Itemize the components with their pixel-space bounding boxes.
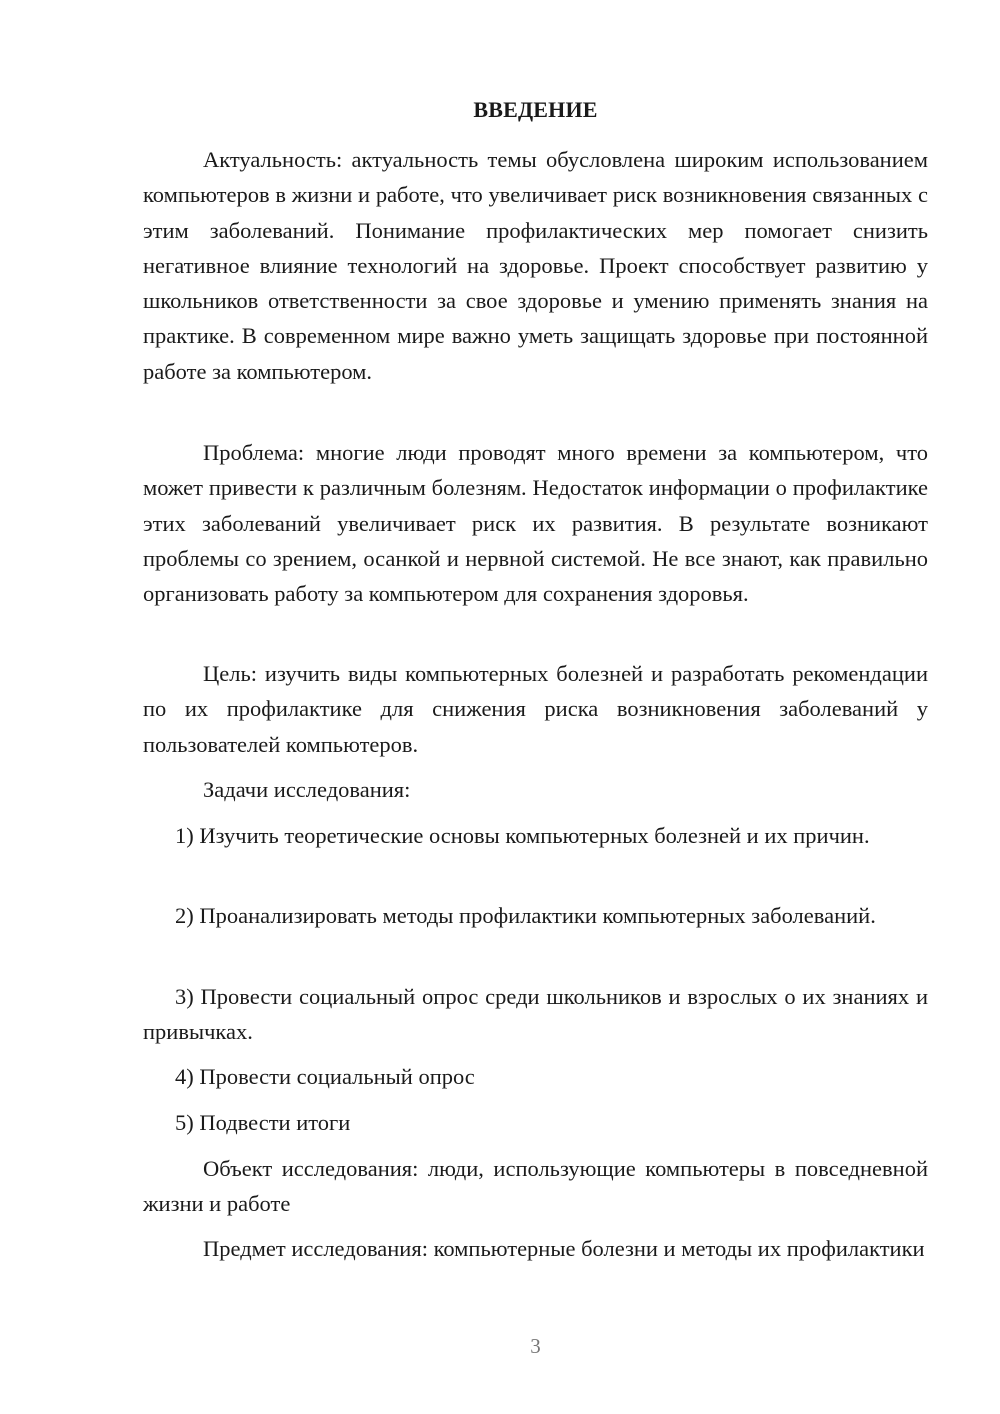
tasks-heading: Задачи исследования: <box>203 777 411 802</box>
task-item-4: 4) Провести социальный опрос <box>175 1064 475 1089</box>
object-paragraph: Объект исследования: люди, использующие компьютеры в повседневной жизни и работе <box>143 1156 928 1217</box>
relevance-paragraph: Актуальность: актуальность темы обусловлена широким использованием компьютеров в жизни и работе, что увеличивает риск возникновения связанных с этим заболеваний. Понимание профилактических мер помогает снизить негативное влияние технологий на здоровье. Проект способствует развитию у школьников ответственности за свое здоровье и умению применять знания на практике. В современном мире важно уметь защищать здоровье при постоянной работе за компьютером. <box>143 147 928 384</box>
task-item-5: 5) Подвести итоги <box>175 1110 351 1135</box>
task-item-3: 3) Провести социальный опрос среди школьников и взрослых о их знаниях и привычках. <box>143 984 928 1045</box>
page-title: ВВЕДЕНИЕ <box>473 97 598 122</box>
task-item-1: 1) Изучить теоретические основы компьютерных болезней и их причин. <box>175 823 870 848</box>
page-number: 3 <box>530 1334 541 1358</box>
task-item-2: 2) Проанализировать методы профилактики компьютерных заболеваний. <box>175 903 876 928</box>
problem-paragraph: Проблема: многие люди проводят много времени за компьютером, что может привести к различным болезням. Недостаток информации о профилактике этих заболеваний увеличивает риск их развития. В результате возникают проблемы со зрением, осанкой и нервной системой. Не все знают, как правильно организовать работу за компьютером для сохранения здоровья. <box>143 440 928 607</box>
subject-paragraph: Предмет исследования: компьютерные болезни и методы их профилактики <box>203 1236 925 1261</box>
goal-paragraph: Цель: изучить виды компьютерных болезней и разработать рекомендации по их профилактике для снижения риска возникновения заболеваний у пользователей компьютеров. <box>143 661 928 757</box>
